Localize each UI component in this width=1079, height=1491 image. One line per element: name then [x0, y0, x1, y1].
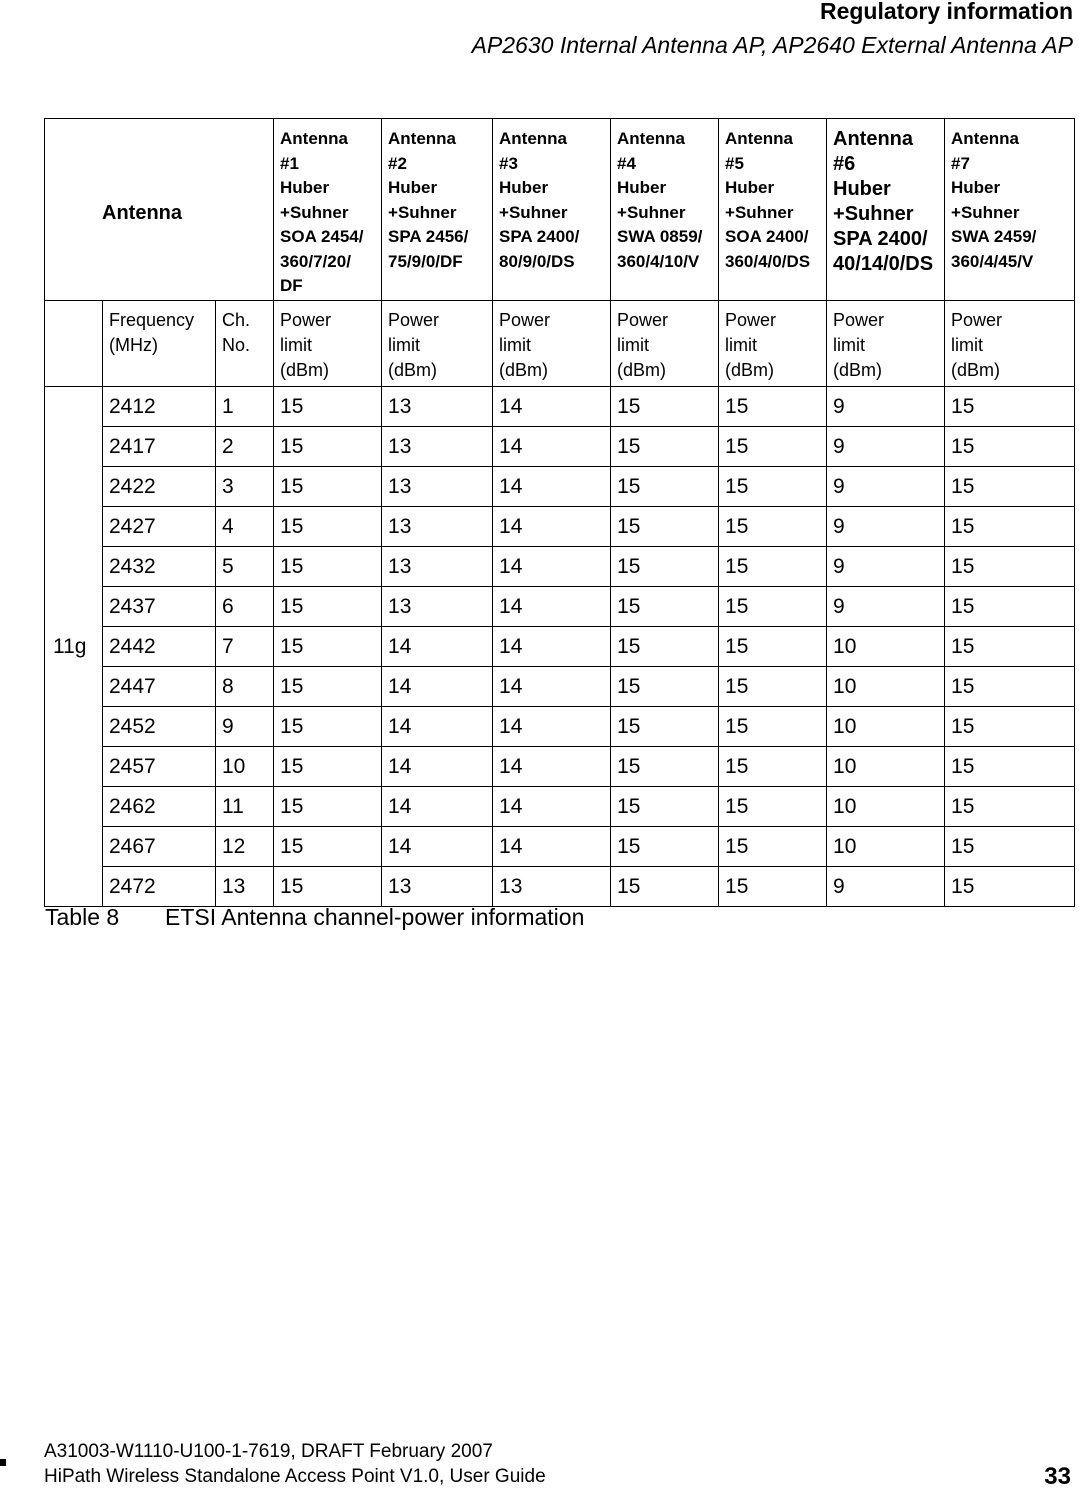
power-limit-cell: 9	[827, 587, 945, 627]
power-limit-cell: 14	[493, 427, 611, 467]
table-row	[45, 547, 1075, 587]
power-limit-header: Power limit (dBm)	[719, 301, 827, 387]
power-limit-cell: 15	[274, 507, 382, 547]
table-row	[45, 827, 1075, 867]
power-limit-cell: 14	[493, 827, 611, 867]
channel-cell: 7	[216, 627, 274, 667]
frequency-cell: 2417	[103, 427, 216, 467]
power-limit-cell: 15	[719, 587, 827, 627]
power-limit-cell: 15	[611, 827, 719, 867]
power-limit-cell: 9	[827, 547, 945, 587]
power-limit-cell: 13	[382, 547, 493, 587]
page-number: 33	[1044, 1463, 1071, 1490]
band-header-empty	[45, 301, 103, 387]
power-limit-cell: 14	[493, 627, 611, 667]
power-limit-cell: 15	[611, 867, 719, 907]
power-limit-cell: 15	[945, 787, 1075, 827]
page-header-title: Regulatory information	[819, 0, 1073, 24]
power-limit-cell: 15	[719, 667, 827, 707]
table-row	[45, 587, 1075, 627]
power-limit-cell: 15	[719, 827, 827, 867]
power-limit-cell: 10	[827, 747, 945, 787]
power-limit-cell: 15	[945, 827, 1075, 867]
power-limit-cell: 14	[382, 667, 493, 707]
frequency-cell: 2432	[103, 547, 216, 587]
power-limit-cell: 15	[274, 667, 382, 707]
power-limit-cell: 15	[719, 467, 827, 507]
power-limit-cell: 15	[945, 547, 1075, 587]
power-limit-cell: 14	[493, 667, 611, 707]
channel-cell: 13	[216, 867, 274, 907]
channel-cell: 2	[216, 427, 274, 467]
power-limit-cell: 14	[382, 707, 493, 747]
power-limit-cell: 15	[274, 587, 382, 627]
power-limit-cell: 15	[945, 747, 1075, 787]
channel-cell: 5	[216, 547, 274, 587]
power-limit-cell: 15	[945, 667, 1075, 707]
page-header-subtitle: AP2630 Internal Antenna AP, AP2640 External Antenna AP	[471, 32, 1073, 58]
frequency-cell: 2457	[103, 747, 216, 787]
channel-cell: 3	[216, 467, 274, 507]
power-limit-cell: 15	[719, 867, 827, 907]
footer-document-title: HiPath Wireless Standalone Access Point V1.0, User Guide	[44, 1466, 546, 1487]
table-caption-text: ETSI Antenna channel-power information	[165, 904, 585, 930]
footer-document-id: A31003-W1110-U100-1-7619, DRAFT February 2007	[44, 1441, 493, 1462]
power-limit-header: Power limit (dBm)	[493, 301, 611, 387]
table-row	[45, 787, 1075, 827]
frequency-cell: 2427	[103, 507, 216, 547]
power-limit-cell: 15	[611, 667, 719, 707]
power-limit-cell: 14	[493, 787, 611, 827]
table-row	[45, 427, 1075, 467]
antenna-header-4: Antenna #4 Huber +Suhner SWA 0859/ 360/4/10/V	[611, 119, 719, 301]
antenna-header-2: Antenna #2 Huber +Suhner SPA 2456/ 75/9/0/DF	[382, 119, 493, 301]
frequency-cell: 2452	[103, 707, 216, 747]
power-limit-cell: 15	[274, 467, 382, 507]
channel-cell: 4	[216, 507, 274, 547]
power-limit-cell: 15	[719, 507, 827, 547]
frequency-cell: 2437	[103, 587, 216, 627]
table-row	[45, 867, 1075, 907]
power-limit-cell: 15	[611, 387, 719, 427]
power-limit-header: Power limit (dBm)	[274, 301, 382, 387]
table-row	[45, 667, 1075, 707]
channel-power-table	[44, 118, 1075, 907]
power-limit-cell: 10	[827, 827, 945, 867]
footer-bullet	[0, 1459, 6, 1466]
power-limit-cell: 15	[945, 387, 1075, 427]
power-limit-header: Power limit (dBm)	[611, 301, 719, 387]
power-limit-cell: 15	[274, 867, 382, 907]
power-limit-cell: 15	[611, 707, 719, 747]
table-row	[45, 747, 1075, 787]
power-limit-cell: 15	[274, 747, 382, 787]
channel-cell: 6	[216, 587, 274, 627]
power-limit-cell: 13	[382, 387, 493, 427]
power-limit-cell: 15	[274, 427, 382, 467]
antenna-header-1: Antenna #1 Huber +Suhner SOA 2454/ 360/7/20/ DF	[274, 119, 382, 301]
power-limit-cell: 14	[493, 707, 611, 747]
power-limit-cell: 13	[382, 467, 493, 507]
power-limit-cell: 15	[611, 507, 719, 547]
power-limit-cell: 15	[719, 427, 827, 467]
power-limit-cell: 15	[274, 827, 382, 867]
power-limit-cell: 15	[945, 587, 1075, 627]
table-row	[45, 627, 1075, 667]
power-limit-cell: 15	[611, 427, 719, 467]
antenna-header-row	[45, 119, 1075, 301]
power-limit-cell: 14	[493, 387, 611, 427]
table-caption	[45, 904, 584, 931]
power-limit-cell: 13	[382, 507, 493, 547]
channel-cell: 8	[216, 667, 274, 707]
power-limit-cell: 15	[719, 547, 827, 587]
channel-cell: 9	[216, 707, 274, 747]
power-limit-cell: 9	[827, 467, 945, 507]
power-limit-cell: 14	[493, 507, 611, 547]
power-limit-cell: 14	[493, 467, 611, 507]
antenna-header-5: Antenna #5 Huber +Suhner SOA 2400/ 360/4/0/DS	[719, 119, 827, 301]
power-limit-header: Power limit (dBm)	[827, 301, 945, 387]
power-limit-cell: 15	[274, 787, 382, 827]
power-limit-cell: 13	[382, 427, 493, 467]
power-limit-cell: 14	[493, 747, 611, 787]
units-header-row	[45, 301, 1075, 387]
power-limit-cell: 13	[382, 587, 493, 627]
channel-cell: 1	[216, 387, 274, 427]
power-limit-cell: 14	[493, 547, 611, 587]
power-limit-cell: 13	[382, 867, 493, 907]
frequency-cell: 2422	[103, 467, 216, 507]
power-limit-cell: 9	[827, 507, 945, 547]
power-limit-cell: 15	[611, 587, 719, 627]
power-limit-cell: 15	[274, 707, 382, 747]
frequency-cell: 2462	[103, 787, 216, 827]
channel-header: Ch. No.	[216, 301, 274, 387]
table-row	[45, 467, 1075, 507]
table-row	[45, 707, 1075, 747]
power-limit-cell: 15	[719, 387, 827, 427]
power-limit-header: Power limit (dBm)	[945, 301, 1075, 387]
power-limit-cell: 14	[382, 747, 493, 787]
frequency-cell: 2467	[103, 827, 216, 867]
power-limit-cell: 15	[719, 747, 827, 787]
power-limit-cell: 14	[382, 827, 493, 867]
band-label: 11g	[45, 387, 103, 907]
power-limit-cell: 14	[382, 787, 493, 827]
power-limit-cell: 15	[945, 507, 1075, 547]
frequency-cell: 2472	[103, 867, 216, 907]
frequency-header: Frequency (MHz)	[103, 301, 216, 387]
antenna-header-7: Antenna #7 Huber +Suhner SWA 2459/ 360/4/45/V	[945, 119, 1075, 301]
power-limit-cell: 9	[827, 867, 945, 907]
power-limit-cell: 15	[719, 707, 827, 747]
power-limit-cell: 15	[274, 627, 382, 667]
power-limit-cell: 10	[827, 787, 945, 827]
channel-cell: 11	[216, 787, 274, 827]
power-limit-cell: 15	[945, 707, 1075, 747]
antenna-header-6: Antenna #6 Huber +Suhner SPA 2400/ 40/14/0/DS	[827, 119, 945, 301]
power-limit-cell: 15	[611, 627, 719, 667]
power-limit-cell: 14	[382, 627, 493, 667]
power-limit-cell: 15	[719, 787, 827, 827]
power-limit-cell: 15	[945, 867, 1075, 907]
table-row	[45, 507, 1075, 547]
power-limit-cell: 15	[274, 387, 382, 427]
table-caption-label: Table 8	[45, 904, 120, 930]
power-limit-cell: 15	[945, 627, 1075, 667]
power-limit-cell: 15	[611, 467, 719, 507]
power-limit-cell: 15	[945, 427, 1075, 467]
frequency-cell: 2447	[103, 667, 216, 707]
power-limit-cell: 10	[827, 627, 945, 667]
power-limit-cell: 15	[945, 467, 1075, 507]
power-limit-cell: 15	[611, 747, 719, 787]
power-limit-cell: 15	[611, 787, 719, 827]
channel-cell: 12	[216, 827, 274, 867]
power-limit-cell: 13	[493, 867, 611, 907]
antenna-header-3: Antenna #3 Huber +Suhner SPA 2400/ 80/9/0/DS	[493, 119, 611, 301]
table-row	[45, 387, 1075, 427]
frequency-cell: 2412	[103, 387, 216, 427]
power-limit-cell: 10	[827, 707, 945, 747]
channel-cell: 10	[216, 747, 274, 787]
power-limit-cell: 14	[493, 587, 611, 627]
power-limit-cell: 10	[827, 667, 945, 707]
power-limit-cell: 15	[719, 627, 827, 667]
power-limit-cell: 9	[827, 427, 945, 467]
power-limit-cell: 15	[274, 547, 382, 587]
antenna-label: Antenna	[45, 119, 274, 301]
power-limit-cell: 15	[611, 547, 719, 587]
power-limit-header: Power limit (dBm)	[382, 301, 493, 387]
power-limit-cell: 9	[827, 387, 945, 427]
frequency-cell: 2442	[103, 627, 216, 667]
